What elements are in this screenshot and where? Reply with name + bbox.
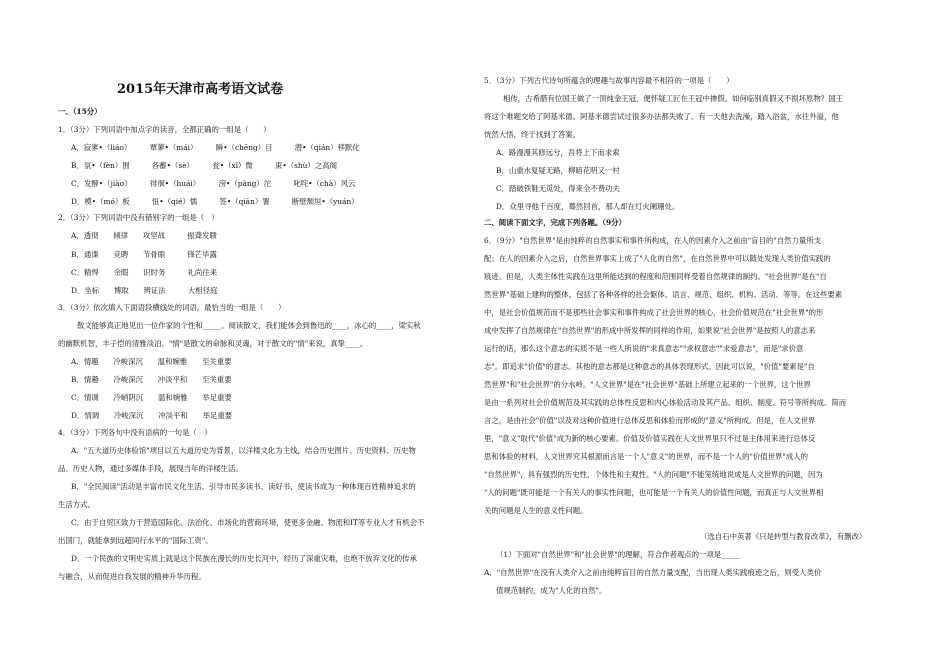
q6-passage-line: 中，是社会价值规范而不是那些社会事实和事件构成了社会世界的核心，社会价值规范在"社会世界"的形 — [484, 308, 824, 317]
q1-option-b: B．氛•（fèn）围 各蓄•（sè） 瓮•（xī）微 束•（shù）之高阁 — [71, 161, 337, 170]
q5-option-c: C．踏破铁鞋无觅处，得来全不费功夫 — [496, 184, 620, 193]
q6-passage-line: 志"。即追求"价值"的意志。其他的意志都是这种意志的具体表现形式。因此可以说，"价值"要素是"自 — [484, 362, 815, 371]
q3-stem: 3．（3分）依次填入下面语段横线处的词语，最恰当的一组是（ ） — [58, 303, 286, 312]
q6-sub1-option-a-line1: A．"自然世界"在没有人类介入之前由纯粹盲目的自然力量支配，当出现人类实践痕迹之后，则受人类价 — [484, 568, 822, 577]
q4-option-c-line2: 出国门，就能拿到远超同行水平的"国际工资"。 — [58, 536, 213, 545]
q6-sub1-stem: （1）下面对"自然世界"和"社会世界"的理解，符合作者观点的一项是_____ — [496, 550, 740, 559]
page-title: 2015年天津市高考语文试卷 — [117, 82, 284, 97]
q4-option-d-line1: D．一个民族的文明史实质上就是这个民族在漫长的历史长河中，经历了深重灾难，也绝不放弃文化的传承 — [71, 554, 417, 563]
q4-option-d-line2: 与融合，从而促进自我发展的精神升华历程。 — [58, 572, 206, 581]
q1-option-a: A．寂寥•（liáo） 覃蓼•（mái） 瞬•（chēng）目 潜•（qián）移默化 — [71, 143, 360, 152]
q2-option-d: D．坐标 博取 辨证法 大相径庭 — [71, 286, 218, 295]
q2-stem: 2．（3分）下列词语中没有错别字的一组是（ ） — [58, 213, 219, 222]
q2-option-a: A．透彻 倾律 攻坚战 振聋发聩 — [71, 231, 217, 240]
q3-passage-line2: 的幽默机智，丰子恺的清雅淡泊。"情"是散文的命脉和灵魂，对于散文的"情"来说，真挚____。 — [58, 339, 368, 348]
q1-option-c: C．发酵•（jiào） 徘徊•（huái） 滂•（pāng）沱 叱咤•（chà）风云 — [71, 179, 356, 188]
q4-option-a-line2: 品、历史人物，通过多媒体手段，展现当年的洋楼生活。 — [58, 464, 243, 473]
q2-option-b: B．通谍 竞聘 节骨眼 锋芒毕露 — [71, 250, 217, 259]
q3-option-b: B．情趣 冷峻深沉 冲淡平和 至关重要 — [71, 375, 232, 384]
q2-option-c: C．精悍 余暇 识时务 礼尚往来 — [71, 268, 218, 277]
q1-stem: 1．（3分）下列词语中加点字的读音，全都正确的一组是（ ） — [58, 125, 271, 134]
q6-passage-line: 思和体验的材料，人文世界究其根源而言是一个人"意义"的世界，而不是一个人的"价值世界"成人的 — [484, 452, 809, 461]
q6-passage-line: 里，"意义"取代"价值"成为新的核心要素。价值及价值实践在人文世界里只不过是主体用来进行总体反 — [484, 434, 816, 443]
q3-option-a: A．情趣 冷峻深沉 温和婉雅 至关重要 — [71, 357, 232, 366]
q4-option-c-line1: C．由于自贸区致力于营造国际化、法治化、市场化的营商环境，使更多金融、物流和IT等专业人才有机会不 — [71, 518, 425, 527]
q5-passage-line1: 相传，古希腊有位国王做了一顶纯金王冠，便怀疑工匠在王冠中掺假。如何临别真假又不损坏原物？国王 — [503, 94, 843, 103]
q6-passage-line: 言之，是由社会"价值"以及对这种价值进行总体反思和体验而形成的"意义"所构成。但是，在人文世界 — [484, 416, 816, 425]
q6-passage-line: 痕迹。但是，人类主体性实践在这里所能达到的程度和范围同样受着自然规律的制约。"社会世界"是在"自 — [484, 272, 827, 281]
q3-option-d: D．情调 冷峻深沉 冲淡平和 举足重要 — [71, 411, 233, 420]
q6-passage-line: 成中发挥了自然规律在"自然世界"的形成中所发挥的同样的作用，如果说"社会世界"是按照人的意志来 — [484, 326, 816, 335]
q6-passage-line: "人的问题"既可能是一个有关人的事实性问题，也可能是一个有关人的价值性问题，而真正与人文世界相 — [484, 488, 824, 497]
q6-passage-line: 然世界"和"社会世界"的分水岭。"人文世界"是在"社会世界"基础上所建立起来的一个世界，这个世界 — [484, 380, 811, 389]
q5-passage-line3: 恍然大悟，终于找到了答案。 — [484, 130, 581, 139]
q6-passage-line: 配；在人的因素介入之后，自然世界事实上成了"人化的自然"，在自然世界中可以随处发现人类价值实践的 — [484, 254, 831, 263]
q6-passage-line: 关的问题是人生的意义性问题。 — [484, 506, 588, 515]
q4-option-a-line1: A．"五大道历史体验馆"项目以五大道历史为背景，以洋楼文化为主线，结合历史图片、历史资料、历史物 — [71, 446, 416, 455]
q6-sub1-option-a-line2: 值规范制约，成为"人化的自然"。 — [496, 586, 607, 595]
q6-passage-line: 然世界"基础上建构的整体，包括了各种各样的社会躯体、语言、规范、组织、机构、活动、等等。在这些要素 — [484, 290, 843, 299]
q4-stem: 4．（3分）下列各句中没有语病的一句是（ ） — [58, 428, 212, 437]
q5-passage-line2: 将这个难题交给了阿基米德。阿基米德尝试过很多办法都失败了。有一天他去洗澡，踏入浴盆，水往外溢，他 — [484, 112, 839, 121]
q5-stem: 5．（3分）下列古代诗句所蕴含的理趣与故事内容最不相符的一项是（ ） — [484, 76, 734, 85]
q6-passage-line: 运行的话，那么这个意志的实质不是一些人所说的"求真意志""求权意志""求爱意志"，而是"求价意 — [484, 344, 804, 353]
q3-option-c: C．情调 冷峭阴沉 温和婉雅 举足重要 — [71, 393, 232, 402]
q6-source: （选自石中英著《只是转型与教育改革》，有删改） — [700, 532, 867, 541]
q6-passage-line: 是由一系列对社会价值规范及其实践的总体性反思和内心体验活动及其产品、组织、制度、符号等所构成。简而 — [484, 398, 847, 407]
q4-option-b-line2: 生活方式。 — [58, 500, 95, 509]
q3-passage-line1: 散文能够真正地见出一位作家的个性和_____。阅读散文，我们能体会到鲁迅的____，冰心的____，梁实秋 — [77, 321, 421, 330]
q5-option-a: A．路漫漫其修远兮，吾将上下而求索 — [496, 148, 620, 157]
q6-passage-line: 6．（9分）"自然世界"是由纯粹的自然事实和事件所构成，在人的因素介入之前由"盲目的"自然力量所支 — [484, 236, 822, 245]
q5-option-b: B．山重水复疑无路，柳暗花明又一村 — [496, 166, 620, 175]
q5-option-d: D．众里寻他千百度，蓦然回首，那人却在灯火阑珊处。 — [496, 202, 680, 211]
section-heading-2: 二、阅读下面文字，完成下列各题。（9分） — [484, 218, 626, 227]
q4-option-b-line1: B．"全民阅读"活动是丰富市民文化生活、引导市民多读书、读好书，使读书成为一种体现百姓精神追求的 — [71, 482, 416, 491]
q1-option-d: D．模•（mó）板 忸•（qié）懦 签•（qiān）署 断壁颓垣•（yuán） — [71, 197, 359, 206]
q6-passage-line: "自然世界"，具有强烈的历史性、个体性和主观性。"人的问题"不能笼统地说成是人文世界的问题，因为 — [484, 470, 823, 479]
section-heading-1: 一、（15分） — [58, 107, 102, 116]
